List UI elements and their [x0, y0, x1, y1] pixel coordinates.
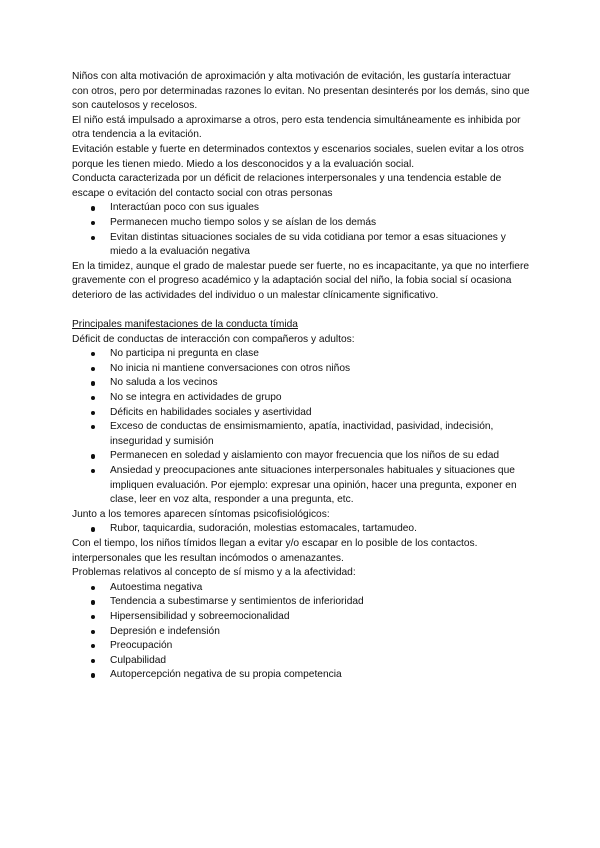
list-item: Ansiedad y preocupaciones ante situaciones interpersonales habituales y situaciones que impliquen evaluación. Por ejemplo: expresar una opinión, hacer una pregunta, exponer en clase, leer en voz alta, responder a una pregunta, etc. [82, 464, 530, 508]
paragraph-conduct: Conducta caracterizada por un déficit de relaciones interpersonales y una tendencia estable de escape o evitación del contacto social con otras personas [72, 173, 502, 199]
list-item: No se integra en actividades de grupo [82, 391, 530, 406]
list-item: Depresión e indefensión [82, 625, 530, 640]
manifestations-list [72, 347, 530, 508]
list-item: Evitan distintas situaciones sociales de su vida cotidiana por temor a esas situaciones y miedo a la evaluación negativa [82, 231, 530, 260]
section-heading: Principales manifestaciones de la conducta tímida [72, 319, 298, 331]
list-item: No inicia ni mantiene conversaciones con otros niños [82, 362, 530, 377]
paragraph-motivation: Niños con alta motivación de aproximación y alta motivación de evitación, les gustaría interactuar con otros, pero por determinadas razones lo evitan. No presentan desinterés por los demás, sino que son cautelosos y recelosos. [72, 71, 530, 112]
paragraph-impulse: El niño está impulsado a aproximarse a otros, pero esta tendencia simultáneamente es inhibida por otra tendencia a la evitación. [72, 114, 521, 141]
document-page [72, 70, 530, 683]
paragraph-symptoms: Junto a los temores aparecen síntomas psicofisiológicos: [72, 508, 330, 520]
list-item: Autopercepción negativa de su propia competencia [82, 668, 530, 683]
paragraph-timidity: En la timidez, aunque el grado de malestar puede ser fuerte, no es incapacitante, ya que no interfiere gravemente con el progreso académico y la adaptación social del niño, la fobia social sí ocasiona deterioro de las actividades del individuo o un malestar clínicamente significativo. [72, 260, 530, 301]
paragraph-avoidance: Evitación estable y fuerte en determinados contextos y escenarios sociales, suelen evitar a los otros porque les tienen miedo. Miedo a los desconocidos y a la evaluación social. [72, 143, 524, 170]
list-item: Permanecen mucho tiempo solos y se aíslan de los demás [82, 216, 530, 231]
paragraph-deficit: Déficit de conductas de interacción con compañeros y adultos: [72, 333, 355, 345]
spacer [72, 304, 530, 319]
paragraph-self-concept: Problemas relativos al concepto de sí mismo y a la afectividad: [72, 567, 356, 579]
self-concept-list [72, 581, 530, 683]
list-item: Déficits en habilidades sociales y asertividad [82, 406, 530, 421]
list-item: Tendencia a subestimarse y sentimientos de inferioridad [82, 595, 530, 610]
paragraph-escape: Con el tiempo, los niños tímidos llegan a evitar y/o escapar en lo posible de los contactos. interpersonales que les resultan incómodos o amenazantes. [72, 538, 478, 564]
list-item: No saluda a los vecinos [82, 376, 530, 391]
list-item: Autoestima negativa [82, 581, 530, 596]
symptoms-list [72, 522, 530, 537]
list-item: Exceso de conductas de ensimismamiento, apatía, inactividad, pasividad, indecisión, inseguridad y sumisión [82, 420, 530, 449]
list-item: Hipersensibilidad y sobreemocionalidad [82, 610, 530, 625]
list-item: Permanecen en soledad y aislamiento con mayor frecuencia que los niños de su edad [82, 449, 530, 464]
list-item: Interactúan poco con sus iguales [82, 201, 530, 216]
list-item: Culpabilidad [82, 654, 530, 669]
list-item: Rubor, taquicardia, sudoración, molestias estomacales, tartamudeo. [82, 522, 530, 537]
list-item: No participa ni pregunta en clase [82, 347, 530, 362]
behavior-list [72, 201, 530, 259]
list-item: Preocupación [82, 639, 530, 654]
